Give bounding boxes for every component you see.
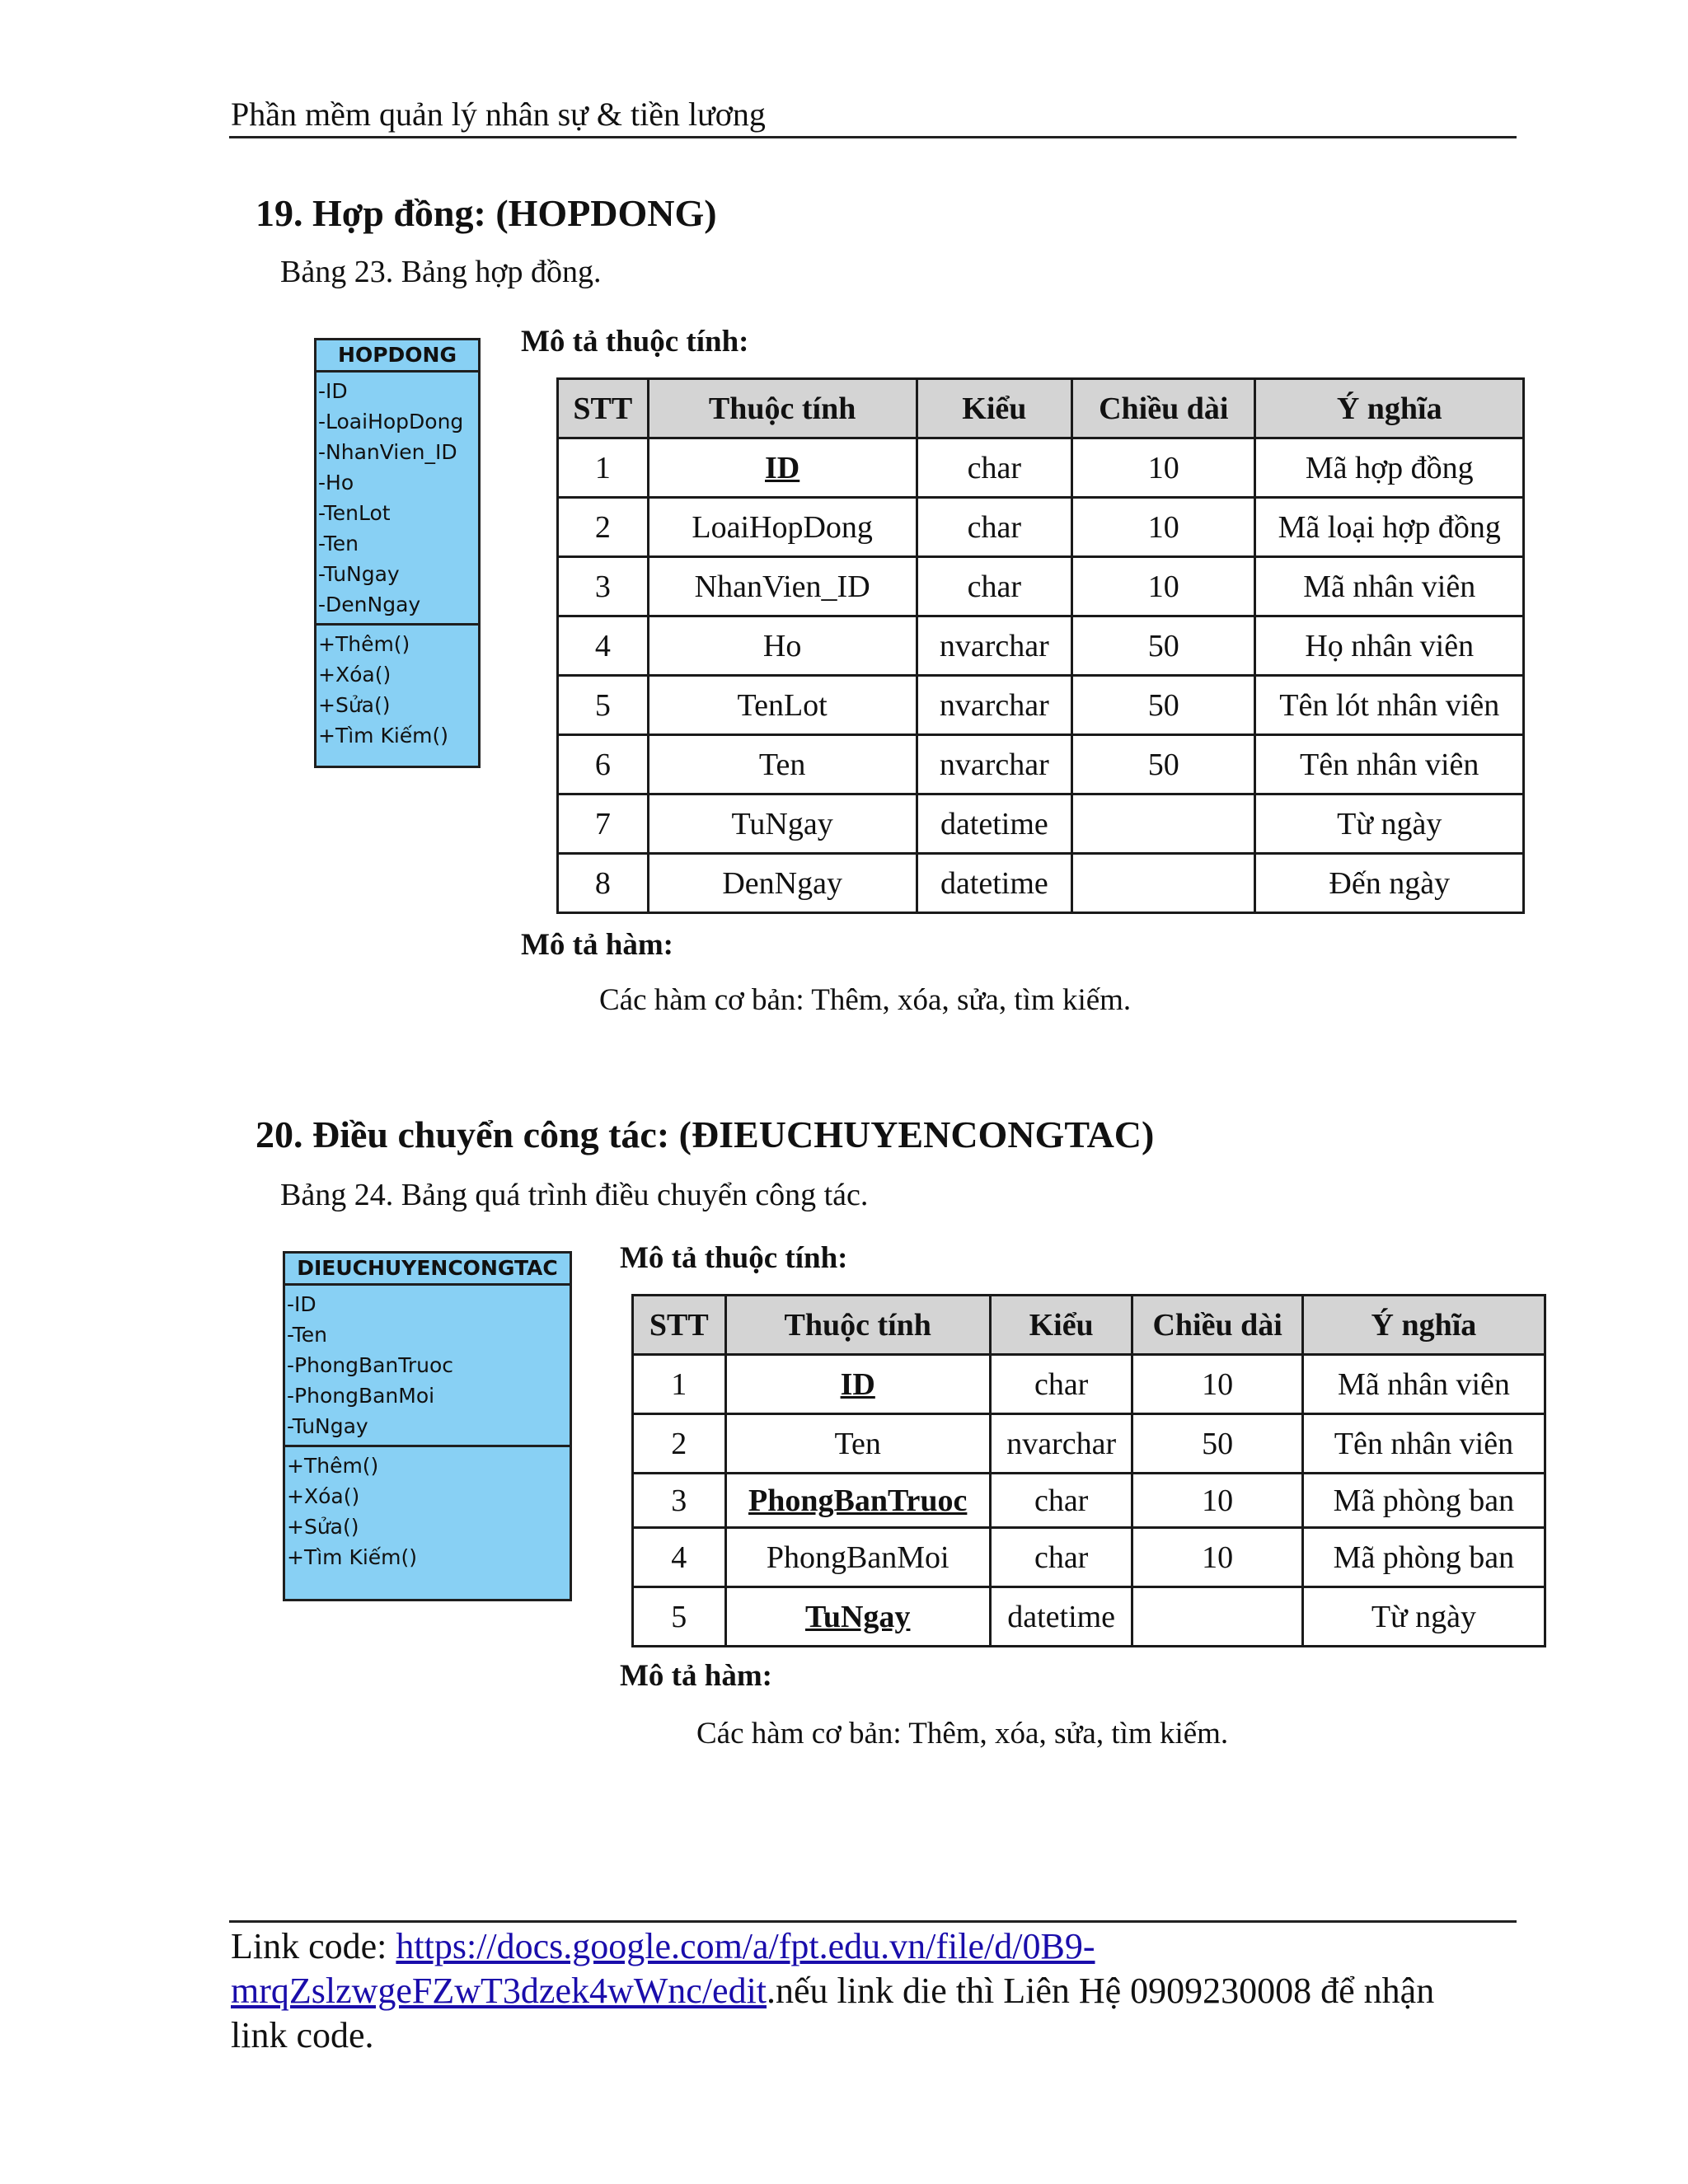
cell-meaning: Mã hợp đồng [1255,438,1524,498]
cell-meaning: Mã nhân viên [1302,1355,1545,1414]
table-row [558,794,1524,854]
cell-meaning: Tên lót nhân viên [1255,676,1524,735]
cell-stt: 4 [633,1528,726,1587]
cell-meaning: Từ ngày [1255,794,1524,854]
cell-attribute: PhongBanMoi [725,1528,990,1587]
cell-type: datetime [990,1587,1132,1647]
uml-attribute: -PhongBanMoi [287,1384,435,1408]
uml-method: +Sửa() [318,693,391,717]
col-header-stt: STT [633,1296,726,1355]
table-row [558,676,1524,735]
cell-length [1132,1587,1302,1647]
cell-attribute: Ten [648,735,917,794]
table-row [633,1355,1545,1414]
col-header-meaning: Ý nghĩa [1302,1296,1545,1355]
uml-method: +Xóa() [287,1484,360,1508]
section-heading-dieuchuyen: 20. Điều chuyển công tác: (ĐIEUCHUYENCONGTAC) [256,1113,1155,1155]
cell-meaning: Tên nhân viên [1302,1414,1545,1474]
cell-attribute-key: ID [648,438,917,498]
uml-attributes [285,1286,570,1447]
col-header-type: Kiểu [990,1296,1132,1355]
cell-stt: 6 [558,735,649,794]
cell-attribute-key: ID [725,1355,990,1414]
table-header-row [558,379,1524,438]
cell-stt: 5 [558,676,649,735]
cell-stt: 1 [558,438,649,498]
cell-attribute: TenLot [648,676,917,735]
cell-attribute-key: PhongBanTruoc [725,1474,990,1528]
cell-length: 50 [1072,735,1255,794]
cell-length: 10 [1072,498,1255,557]
cell-attribute: NhanVien_ID [648,557,917,616]
cell-meaning: Từ ngày [1302,1587,1545,1647]
cell-type: nvarchar [917,616,1071,676]
uml-attribute: -Ten [287,1323,327,1347]
cell-attribute: DenNgay [648,854,917,913]
table-caption-hopdong: Bảng 23. Bảng hợp đồng. [280,255,602,289]
func-desc-label-hopdong: Mô tả hàm: [521,928,673,962]
uml-attribute: -Ho [318,471,354,494]
cell-length: 10 [1072,438,1255,498]
uml-attribute: -TuNgay [287,1414,368,1438]
uml-methods [285,1447,570,1576]
page-header-title: Phần mềm quản lý nhân sự & tiền lương [231,96,766,133]
attr-desc-label-hopdong: Mô tả thuộc tính: [521,325,749,359]
col-header-type: Kiểu [917,379,1071,438]
cell-attribute: TuNgay [648,794,917,854]
table-row [558,735,1524,794]
footer-line-2 [231,1970,1434,2012]
uml-method: +Tìm Kiếm() [318,724,449,748]
cell-length: 50 [1072,616,1255,676]
cell-stt: 2 [558,498,649,557]
col-header-attribute: Thuộc tính [648,379,917,438]
footer-contact: .nếu link die thì Liên Hệ 0909230008 để nhận [767,1971,1435,2011]
cell-attribute: Ho [648,616,917,676]
uml-class-dieuchuyencongtac [283,1251,572,1601]
uml-attribute: -NhanVien_ID [318,440,457,464]
table-row [558,854,1524,913]
table-row [633,1587,1545,1647]
footer-prefix: Link code: [231,1926,396,1966]
cell-attribute-key: TuNgay [725,1587,990,1647]
uml-method: +Xóa() [318,663,392,687]
uml-attribute: -ID [318,379,348,403]
cell-meaning: Họ nhân viên [1255,616,1524,676]
cell-type: nvarchar [917,676,1071,735]
table-row [633,1528,1545,1587]
table-row [558,557,1524,616]
cell-stt: 1 [633,1355,726,1414]
cell-length: 10 [1072,557,1255,616]
cell-length: 10 [1132,1474,1302,1528]
cell-meaning: Mã phòng ban [1302,1474,1545,1528]
table-caption-dieuchuyen: Bảng 24. Bảng quá trình điều chuyển công tác. [280,1178,869,1212]
uml-method: +Tìm Kiếm() [287,1545,418,1569]
footer-divider [229,1920,1517,1923]
attribute-table-dieuchuyen [631,1294,1546,1647]
table-row [558,498,1524,557]
section-heading-hopdong: 19. Hợp đồng: (HOPDONG) [256,192,717,234]
uml-methods [316,626,478,754]
cell-meaning: Mã loại hợp đồng [1255,498,1524,557]
uml-method: +Thêm() [318,632,410,656]
cell-type: char [990,1474,1132,1528]
table-row [558,438,1524,498]
cell-type: datetime [917,794,1071,854]
cell-length: 50 [1132,1414,1302,1474]
cell-attribute: Ten [725,1414,990,1474]
cell-meaning: Mã nhân viên [1255,557,1524,616]
cell-length [1072,854,1255,913]
table-row [633,1414,1545,1474]
cell-stt: 8 [558,854,649,913]
attr-desc-label-dieuchuyen: Mô tả thuộc tính: [620,1241,848,1275]
uml-attributes [316,373,478,626]
cell-type: char [990,1355,1132,1414]
func-desc-label-dieuchuyen: Mô tả hàm: [620,1659,772,1693]
footer-line-1 [231,1925,1095,1967]
cell-type: char [990,1528,1132,1587]
uml-class-title: DIEUCHUYENCONGTAC [285,1254,570,1286]
attribute-table-hopdong [556,377,1525,914]
cell-stt: 3 [558,557,649,616]
cell-stt: 2 [633,1414,726,1474]
col-header-length: Chiều dài [1132,1296,1302,1355]
uml-attribute: -TenLot [318,501,391,525]
cell-meaning: Đến ngày [1255,854,1524,913]
uml-attribute: -Ten [318,532,359,555]
cell-type: char [917,438,1071,498]
table-header-row [633,1296,1545,1355]
cell-type: nvarchar [990,1414,1132,1474]
table-row [633,1474,1545,1528]
col-header-stt: STT [558,379,649,438]
uml-class-hopdong [314,338,481,768]
func-desc-hopdong: Các hàm cơ bản: Thêm, xóa, sửa, tìm kiếm. [599,983,1132,1017]
cell-stt: 4 [558,616,649,676]
uml-attribute: -PhongBanTruoc [287,1353,454,1377]
cell-length: 10 [1132,1355,1302,1414]
col-header-attribute: Thuộc tính [725,1296,990,1355]
cell-stt: 5 [633,1587,726,1647]
col-header-meaning: Ý nghĩa [1255,379,1524,438]
cell-meaning: Mã phòng ban [1302,1528,1545,1587]
cell-length: 50 [1072,676,1255,735]
uml-method: +Thêm() [287,1454,379,1478]
cell-stt: 3 [633,1474,726,1528]
cell-meaning: Tên nhân viên [1255,735,1524,794]
cell-length: 10 [1132,1528,1302,1587]
cell-type: char [917,498,1071,557]
code-link[interactable]: https://docs.google.com/a/fpt.edu.vn/file/d/0B9- [396,1926,1095,1966]
uml-attribute: -DenNgay [318,593,421,616]
cell-type: char [917,557,1071,616]
table-row [558,616,1524,676]
uml-class-title: HOPDONG [316,340,478,373]
code-link-continued[interactable]: mrqZslzwgeFZwT3dzek4wWnc/edit [231,1971,767,2011]
col-header-length: Chiều dài [1072,379,1255,438]
cell-type: nvarchar [917,735,1071,794]
uml-attribute: -ID [287,1292,316,1316]
cell-type: datetime [917,854,1071,913]
uml-method: +Sửa() [287,1515,359,1539]
uml-attribute: -TuNgay [318,562,400,586]
cell-length [1072,794,1255,854]
uml-attribute: -LoaiHopDong [318,410,464,434]
func-desc-dieuchuyen: Các hàm cơ bản: Thêm, xóa, sửa, tìm kiếm. [696,1717,1229,1750]
cell-attribute: LoaiHopDong [648,498,917,557]
header-divider [229,136,1517,138]
cell-stt: 7 [558,794,649,854]
footer-line-3: link code. [231,2015,374,2055]
